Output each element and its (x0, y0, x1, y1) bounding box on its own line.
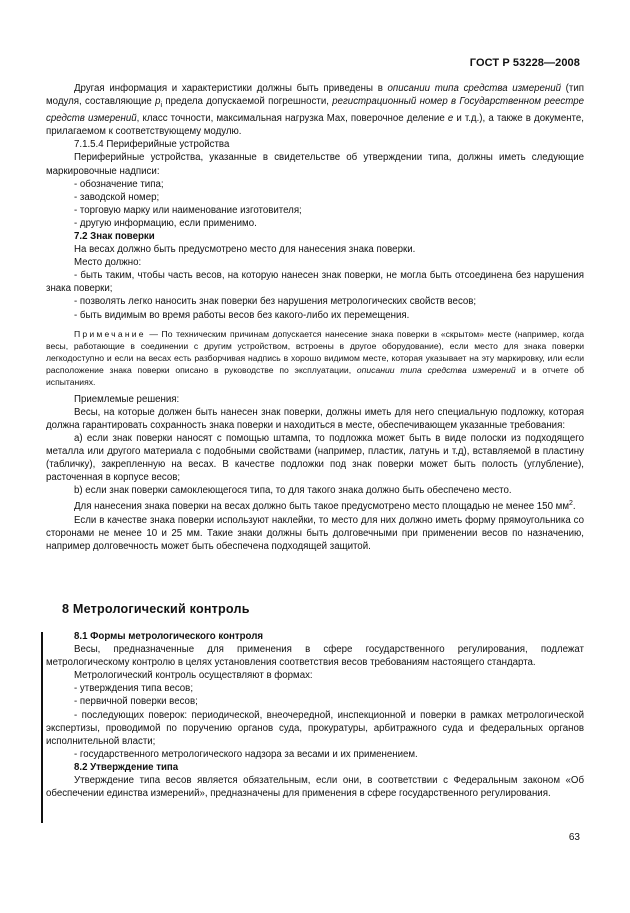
subsection-8-2-title: 8.2 Утверждение типа (74, 761, 179, 773)
paragraph-8-1: Весы, предназначенные для применения в сфере государственного регулирования, подлежат метрологическому контролю в целях установления соответствия весов требованиям настоящего стандарта. (46, 644, 584, 669)
paragraph-peripherals: Периферийные устройства, указанные в свидетельстве об утверждении типа, должны иметь следующие маркировочные надписи: (46, 152, 584, 177)
list-item: - быть таким, чтобы часть весов, на которую нанесен знак поверки, не могла быть отсоединена без нарушения знака поверки; (46, 270, 584, 295)
paragraph-area: Для нанесения знака поверки на весах должно быть такое предусмотрено место площадью не менее 150 $мм^2$. (74, 500, 576, 513)
paragraph-sticker: Если в качестве знака поверки используют наклейки, то место для них должно иметь форму прямоугольника со сторонами не менее 10 и 25 мм. Такие знаки должны быть долговечными при применении весов по назначению, например долговечность может быть обеспечена подходящей защитой. (46, 514, 584, 552)
list-item: - позволять легко наносить знак поверки без нарушения метрологических свойств весов; (74, 296, 477, 308)
list-item: - последующих поверок: периодической, внеочередной, инспекционной и поверки в рамках метрологической экспертизы, проводимой по поручению органов суда, прокуратуры, арбитражного суда и федеральных органов исполнительной власти; (46, 709, 584, 747)
note-paragraph: Примечание — По техническим причинам допускается нанесение знака поверки в «скрытом» месте (например, когда весы, работающие в соединении с другим устройством, встроены в другое оборудование), если место для знака поверки легкодоступно и если на весах есть разборчивая надпись в хорошо видимом месте, которая указывает на эту маркировку, или если расположение знака поверки описано в руководстве по эксплуатации, описании типа средства измерений и в отчете об испытаниях. (46, 328, 585, 387)
list-item: - другую информацию, если применимо. (74, 217, 257, 229)
change-bar (41, 632, 43, 823)
subsection-8-1-title: 8.1 Формы метрологического контроля (74, 631, 264, 642)
list-item-b: b) если знак поверки самоклеющегося типа, то для такого знака должно быть обеспечено место. (74, 485, 512, 497)
list-item: - утверждения типа весов; (74, 683, 194, 695)
subsection-7-1-5-4: 7.1.5.4 Периферийные устройства (74, 139, 230, 151)
list-item: - государственного метрологического надзора за весами и их применением. (74, 748, 418, 760)
page-body-top (46, 82, 584, 553)
page-number: 63 (568, 832, 580, 843)
paragraph-forms: Метрологический контроль осуществляют в формах: (74, 670, 313, 682)
list-item: - торговую марку или наименование изготовителя; (74, 204, 302, 216)
subsection-7-2-title: 7.2 Знак поверки (74, 230, 155, 242)
document-code: ГОСТ Р 53228—2008 (469, 57, 580, 69)
section-8-title: 8 Метрологический контроль (62, 602, 250, 616)
paragraph-place-must: Место должно: (74, 257, 142, 269)
paragraph-acceptable-body: Весы, на которые должен быть нанесен знак поверки, должны иметь для него специальную подложку, которая должна гарантировать сохранность знака поверки и находиться в месте, обеспечивающем указанные требования: (46, 406, 584, 431)
list-item-a: а) если знак поверки наносят с помощью штампа, то подложка может быть в виде полоски из подходящего металла или другого материала с подобными свойствами (например, пластик, латунь и т.д), вставляемой в пластину (табличку), закрепленную на весах. В качестве подложки под знак поверки может быть полость (углубление), расточенная в корпусе весов; (46, 432, 584, 484)
section-8-body (46, 630, 584, 800)
list-item: - заводской номер; (74, 191, 160, 203)
list-item: - быть видимым во время работы весов без какого-либо их перемещения. (74, 309, 410, 321)
list-item: - первичной поверки весов; (74, 696, 198, 708)
paragraph-verification-place: На весах должно быть предусмотрено место для нанесения знака поверки. (74, 244, 416, 256)
paragraph-other-info: Другая информация и характеристики должны быть приведены в описании типа средства измерений (тип модуля, составляющие $p_i$ предела допускаемой погрешности, регистрационный номер в Государственном реестре средств измерений, класс точности, максимальная нагрузка Max, поверочное деление e и т.д.), а также в документе, прилагаемом к соответствующему модулю. (46, 83, 585, 138)
paragraph-8-2: Утверждение типа весов является обязательным, если они, в соответствии с Федеральным законом «Об обеспечении единства измерений», предназначены для применения в сфере государственного регулирования. (46, 775, 584, 800)
list-item: - обозначение типа; (74, 178, 164, 190)
paragraph-acceptable: Приемлемые решения: (74, 393, 180, 405)
